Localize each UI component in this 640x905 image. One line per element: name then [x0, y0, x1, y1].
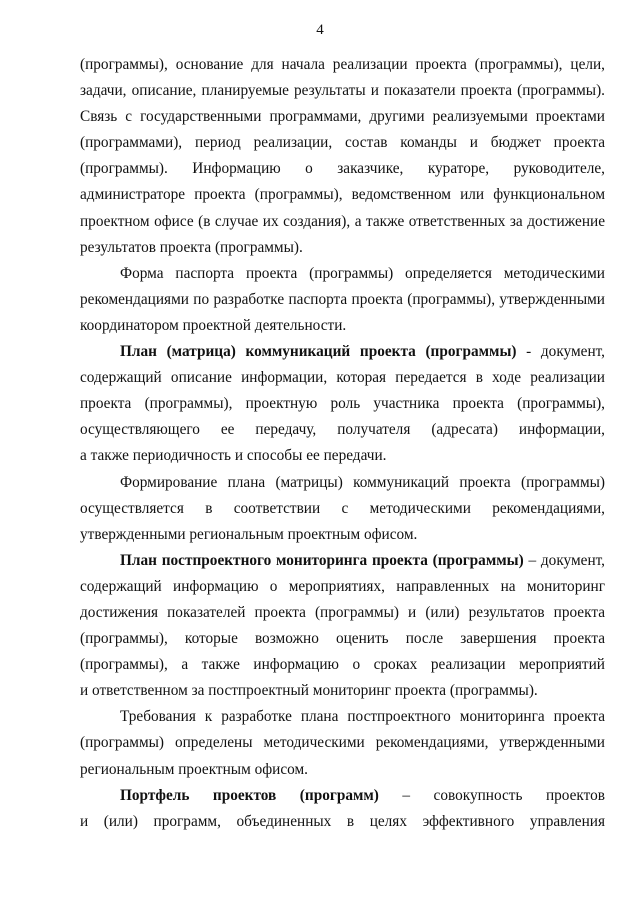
text-line: задачи, описание, планируемые результаты и показатели проекта (программы). — [80, 82, 605, 100]
text-line: осуществляющего ее передачу, получателя (адресата) информации, — [80, 421, 605, 439]
text-line: и ответственном за постпроектный мониторинг проекта (программы). — [80, 682, 538, 700]
text-line: проектном офисе (в случае их создания), а также ответственных за достижение — [80, 212, 605, 230]
text-fragment: - документ, — [516, 343, 605, 361]
text-line: Связь с государственными программами, другими реализуемыми проектами — [80, 108, 605, 126]
paragraph-passport-form — [80, 261, 605, 339]
text-line: Форма паспорта проекта (программы) определяется методическими — [120, 264, 605, 282]
text-line: (программами), период реализации, состав команды и бюджет проекта — [80, 134, 605, 152]
paragraph-passport-contents — [80, 52, 605, 261]
text-line: проекта (программы), проектную роль участника проекта (программы), — [80, 395, 605, 413]
text-line: региональным проектным офисом. — [80, 760, 308, 778]
text-line: рекомендациями по разработке паспорта проекта (программы), утвержденными — [80, 290, 605, 308]
document-body — [80, 52, 605, 835]
text-line — [80, 783, 605, 809]
page-number: 4 — [316, 22, 324, 38]
text-line: осуществляется в соответствии с методическими рекомендациями, — [80, 499, 605, 517]
paragraph-monitoring-requirements — [80, 704, 605, 782]
text-fragment: – совокупность проектов — [378, 786, 605, 804]
text-line — [80, 548, 605, 574]
text-line: Требования к разработке плана постпроектного мониторинга проекта — [120, 708, 605, 726]
text-line: утвержденными региональным проектным офисом. — [80, 525, 418, 543]
text-line: (программы), а также информацию о сроках реализации мероприятий — [80, 656, 605, 674]
defined-term: Портфель проектов (программ) — [120, 786, 379, 804]
text-line: а также периодичность и способы ее передачи. — [80, 447, 387, 465]
text-fragment: – документ, — [523, 551, 605, 569]
text-line: содержащий информацию о мероприятиях, направленных на мониторинг — [80, 577, 605, 595]
text-line — [80, 339, 605, 365]
paragraph-project-portfolio — [80, 783, 605, 835]
text-line: (программы), основание для начала реализации проекта (программы), цели, — [80, 56, 605, 73]
text-line: достижения показателей проекта (программы) и (или) результатов проекта — [80, 603, 605, 621]
defined-term: План (матрица) коммуникаций проекта (программы) — [120, 343, 517, 361]
paragraph-communication-plan — [80, 339, 605, 469]
text-line: координатором проектной деятельности. — [80, 316, 347, 334]
paragraph-communication-plan-forming — [80, 470, 605, 548]
text-line: администраторе проекта (программы), ведомственном или функциональном — [80, 186, 605, 204]
text-line: и (или) программ, объединенных в целях эффективного управления — [80, 812, 605, 830]
text-line: (программы) определены методическими рекомендациями, утвержденными — [80, 734, 605, 752]
text-line: содержащий описание информации, которая передается в ходе реализации — [80, 369, 605, 387]
defined-term: План постпроектного мониторинга проекта (программы) — [120, 551, 524, 569]
text-line: результатов проекта (программы). — [80, 238, 303, 256]
text-line: Формирование плана (матрицы) коммуникаций проекта (программы) — [120, 473, 605, 491]
text-line: (программы), которые возможно оценить после завершения проекта — [80, 630, 605, 648]
text-line: (программы). Информацию о заказчике, кураторе, руководителе, — [80, 160, 605, 178]
paragraph-postproject-monitoring-plan — [80, 548, 605, 705]
